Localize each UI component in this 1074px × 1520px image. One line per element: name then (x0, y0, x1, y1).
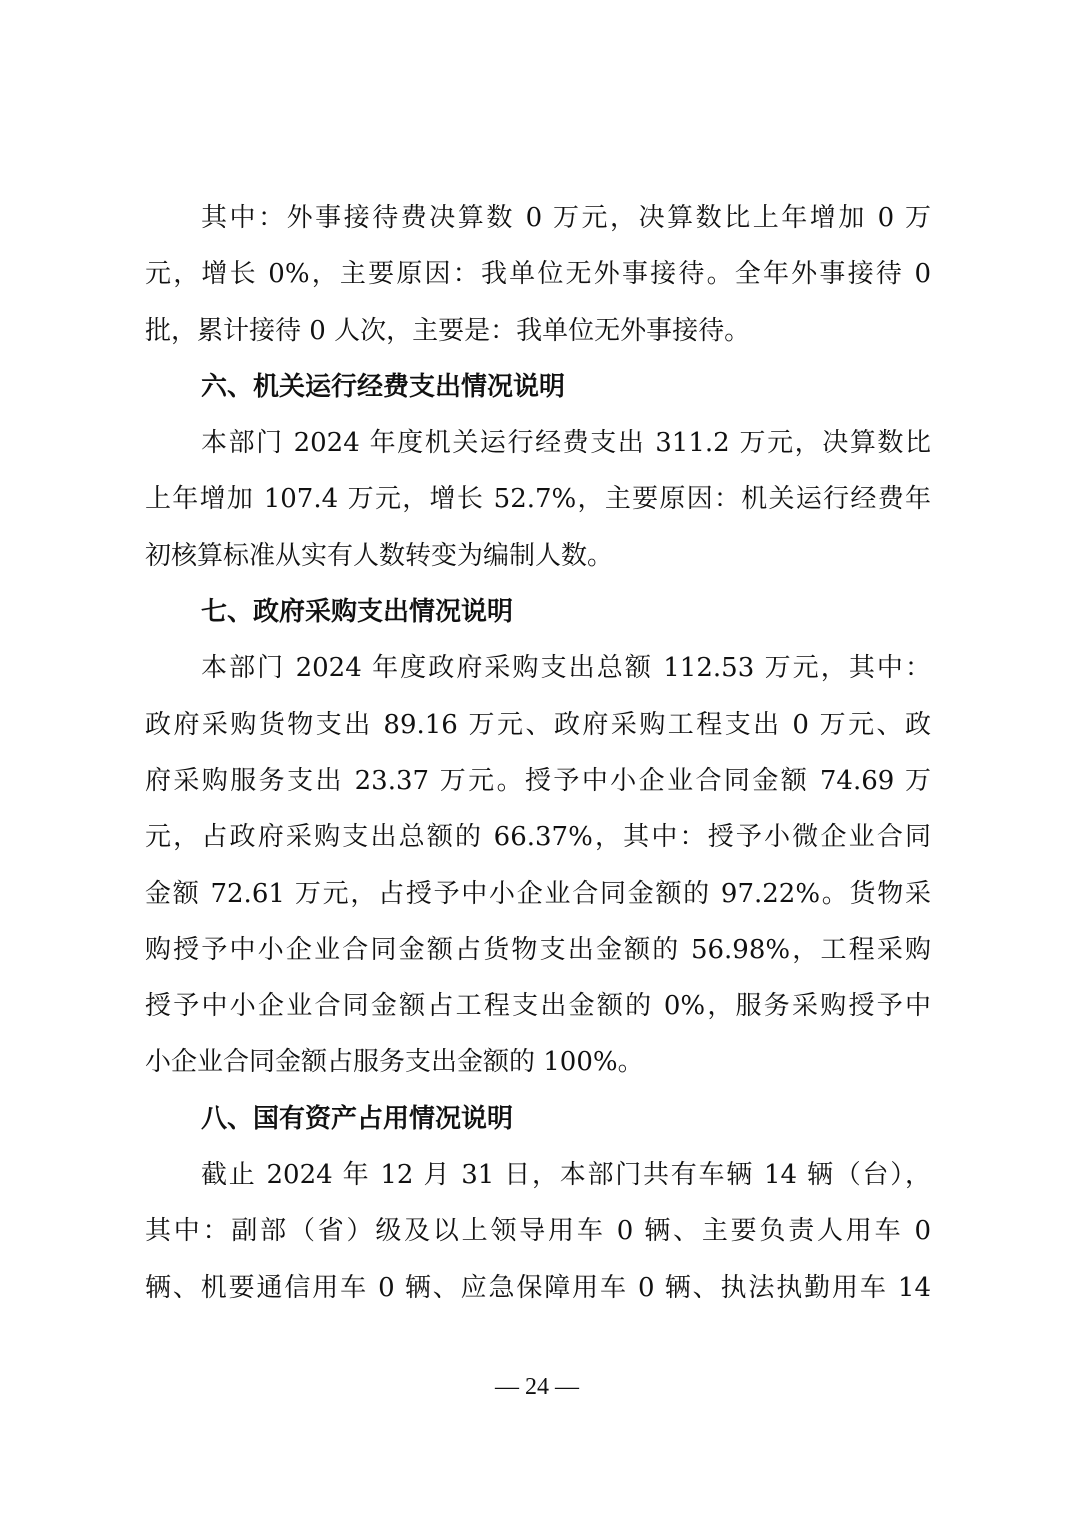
section-heading: 六、机关运行经费支出情况说明 (201, 371, 566, 402)
paragraph-line: 本部门 2024 年度政府采购支出总额 112.53 万元，其中： (201, 653, 931, 684)
paragraph-line: 辆、机要通信用车 0 辆、应急保障用车 0 辆、执法执勤用车 14 (145, 1272, 931, 1303)
paragraph-line: 其中：副部（省）级及以上领导用车 0 辆、主要负责人用车 0 (145, 1216, 931, 1247)
paragraph-line: 金额 72.61 万元，占授予中小企业合同金额的 97.22%。货物采 (145, 878, 931, 909)
paragraph-line: 初核算标准从实有人数转变为编制人数。 (145, 540, 614, 571)
paragraph-line: 政府采购货物支出 89.16 万元、政府采购工程支出 0 万元、政 (145, 709, 931, 740)
paragraph-line: 本部门 2024 年度机关运行经费支出 311.2 万元，决算数比 (201, 428, 931, 459)
section-heading: 八、国有资产占用情况说明 (201, 1103, 514, 1134)
paragraph-line: 购授予中小企业合同金额占货物支出金额的 56.98%，工程采购 (145, 934, 931, 965)
page-number: — 24 — (495, 1374, 579, 1400)
paragraph-line: 府采购服务支出 23.37 万元。授予中小企业合同金额 74.69 万 (145, 765, 931, 796)
paragraph-line: 截止 2024 年 12 月 31 日，本部门共有车辆 14 辆（台）， (201, 1160, 931, 1191)
paragraph-line: 批，累计接待 0 人次，主要是：我单位无外事接待。 (145, 315, 751, 346)
section-heading: 七、政府采购支出情况说明 (201, 597, 514, 628)
paragraph-line: 小企业合同金额占服务支出金额的 100%。 (145, 1047, 644, 1078)
paragraph-line: 元，增长 0%，主要原因：我单位无外事接待。全年外事接待 0 (145, 259, 931, 290)
paragraph-line: 元，占政府采购支出总额的 66.37%，其中：授予小微企业合同 (145, 822, 931, 853)
document-body (145, 197, 931, 1323)
paragraph-line: 授予中小企业合同金额占工程支出金额的 0%，服务采购授予中 (145, 991, 931, 1022)
paragraph-line: 上年增加 107.4 万元，增长 52.7%，主要原因：机关运行经费年 (145, 484, 931, 515)
paragraph-line: 其中：外事接待费决算数 0 万元，决算数比上年增加 0 万 (201, 203, 931, 233)
